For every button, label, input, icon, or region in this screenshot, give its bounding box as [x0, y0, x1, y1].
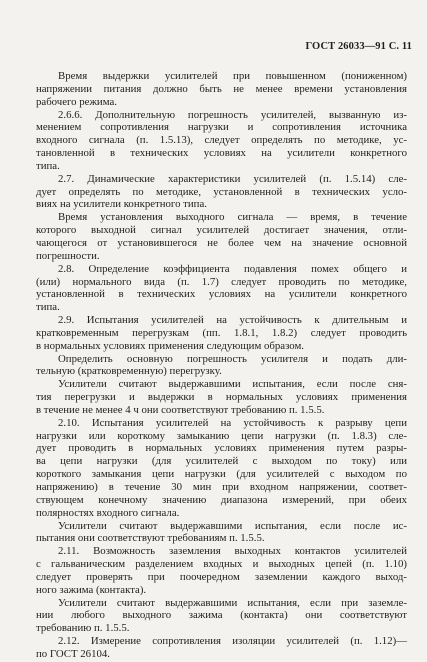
paragraph-2-10: [36, 417, 407, 520]
text-line: напряжении питания должно быть не менее времени установления: [36, 82, 407, 95]
text-line: нии любого выходного зажима (контакта) они соответствуют: [36, 609, 407, 622]
text-line: следует проверять при поочередном заземлении каждого выход-: [36, 570, 407, 583]
text-line: тановленной в технических условиях на усилители конкретного: [36, 147, 407, 160]
paragraph-2-11: [36, 545, 407, 596]
paragraph-2-6-6: [36, 109, 407, 173]
paragraph-2-8: [36, 263, 407, 314]
text-line: пытания они соответствуют требованиям п. 1.5.5.: [36, 532, 265, 545]
paragraph-2-12: [36, 635, 407, 661]
text-line: менением сопротивления нагрузки и сопротивления источника: [36, 121, 407, 134]
text-line: тельную (кратковременную) перегрузку.: [36, 365, 222, 378]
paragraph-2-11-criteria: [36, 597, 407, 636]
text-line: с гальваническим разделением входных и выходных цепей (п. 1.10): [36, 558, 407, 571]
text-line: виях на усилители конкретного типа.: [36, 198, 207, 211]
text-line: полярностях входного сигнала.: [36, 506, 180, 519]
paragraph-settling-time: [36, 211, 407, 262]
text-line: Время выдержки усилителей при повышенном (пониженном): [58, 70, 407, 82]
text-line: в течение не менее 4 ч они соответствуют требованию п. 1.5.5.: [36, 403, 325, 416]
text-line: дует проводить в нормальных условиях применения путем разры-: [36, 442, 407, 455]
text-line: чающегося от установившегося не более чем на значение основной: [36, 236, 407, 249]
text-line: 2.8. Определение коэффициента подавления помех общего и: [58, 262, 407, 275]
paragraph-2-9: [36, 314, 407, 353]
text-line: ного зажима (контакта).: [36, 583, 147, 596]
text-line: (или) нормального вида (п. 1.7) следует проводить по методике,: [36, 275, 407, 288]
text-line: 2.11. Возможность заземления выходных контактов усилителей: [58, 545, 407, 558]
text-line: 2.10. Испытания усилителей на устойчивость к разрыву цепи: [58, 416, 407, 429]
paragraph-overload-procedure: [36, 353, 407, 379]
text-line: нагрузки или короткому замыканию цепи нагрузки (п. 1.8.3) сле-: [36, 429, 407, 442]
paragraph-voltage-hold: [36, 70, 407, 109]
paragraph-2-7: [36, 173, 407, 212]
text-line: тия перегрузки и выдержки в нормальных условиях применения: [36, 391, 407, 404]
text-line: 2.9. Испытания усилителей на устойчивость к длительным и: [58, 314, 407, 327]
document-body: [36, 70, 407, 661]
text-line: Усилители считают выдержавшими испытания, если при заземле-: [58, 596, 407, 609]
text-line: 2.7. Динамические характеристики усилителей (п. 1.5.14) сле-: [58, 172, 407, 185]
text-line: типа.: [36, 159, 60, 172]
text-line: 2.12. Измерение сопротивления изоляции усилителей (п. 1.12)—: [58, 635, 407, 648]
text-line: которого выходной сигнал усилителей достигает значения, отли-: [36, 224, 407, 237]
text-line: короткого замыкания цепи нагрузки (для усилителей с выходом по: [36, 468, 407, 481]
text-line: по ГОСТ 26104.: [36, 647, 110, 660]
text-line: Время установления выходного сигнала — время, в течение: [58, 211, 407, 224]
text-line: 2.6.6. Дополнительную погрешность усилителей, вызванную из-: [58, 108, 407, 121]
text-line: установленной в технических условиях на усилители конкретного: [36, 288, 407, 301]
text-line: в нормальных условиях применения следующим образом.: [36, 339, 305, 352]
text-line: дует определять по методике, установленной в технических усло-: [36, 185, 407, 198]
page-header: ГОСТ 26033—91 С. 11: [305, 41, 412, 52]
text-line: требованию п. 1.5.5.: [36, 622, 130, 635]
text-line: Усилители считают выдержавшими испытания, если после ис-: [58, 519, 407, 532]
text-line: Определить основную погрешность усилителя и подать дли-: [58, 352, 407, 365]
text-line: рабочего режима.: [36, 95, 117, 108]
text-line: входного сигнала (п. 1.5.13), следует определять по методике, ус-: [36, 134, 407, 147]
text-line: ва цепи нагрузки (для усилителей с выходом по току) или: [36, 455, 407, 468]
text-line: ствующем конечному значению диапазона измерений, при обеих: [36, 493, 407, 506]
text-line: погрешности.: [36, 249, 100, 262]
text-line: кратковременным перегрузкам (пп. 1.8.1, 1.8.2) следует проводить: [36, 326, 407, 339]
text-line: Усилители считают выдержавшими испытания, если после сня-: [58, 378, 407, 391]
text-line: напряжению) в течение 30 мин при входном напряжении, соответ-: [36, 481, 407, 493]
text-line: типа.: [36, 301, 60, 314]
paragraph-2-10-criteria: [36, 520, 407, 546]
paragraph-overload-criteria: [36, 378, 407, 417]
